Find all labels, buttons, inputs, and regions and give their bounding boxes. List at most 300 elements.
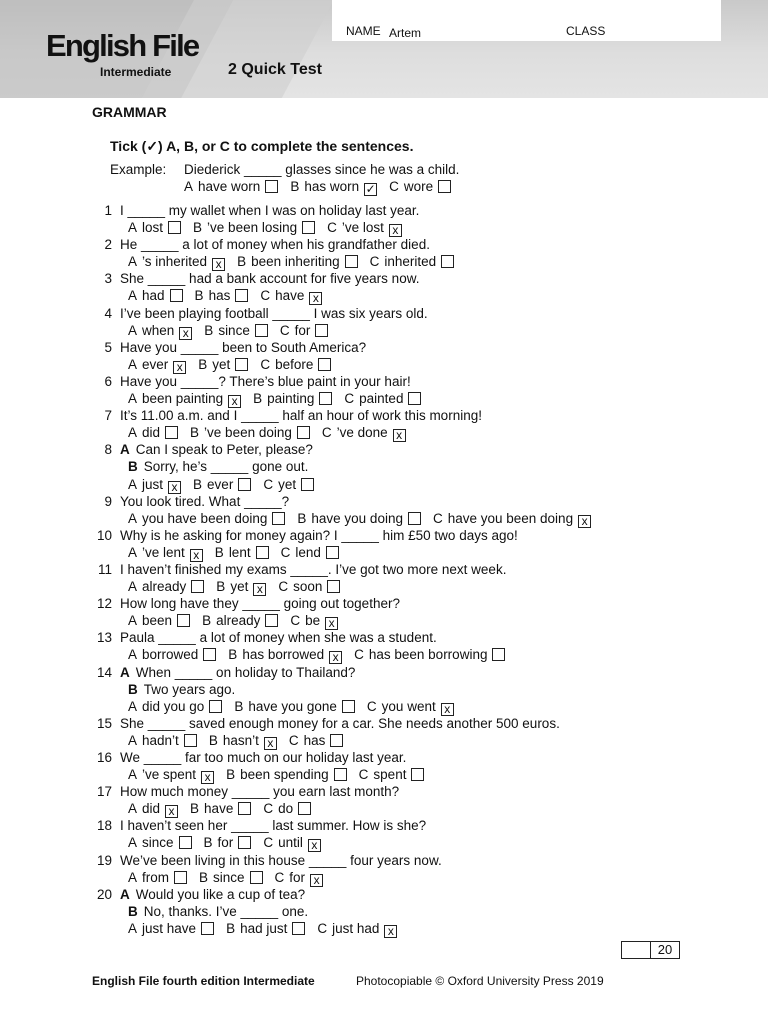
option-letter: B bbox=[190, 425, 200, 441]
option-text: ’ve lost bbox=[341, 220, 384, 236]
option-letter: C bbox=[288, 732, 299, 748]
answer-checkbox[interactable]: x bbox=[329, 651, 342, 664]
answer-checkbox[interactable]: x bbox=[384, 925, 397, 938]
answer-checkbox[interactable]: x bbox=[308, 839, 321, 852]
option-letter: B bbox=[198, 356, 208, 372]
option-text: just bbox=[142, 476, 164, 492]
answer-option bbox=[433, 511, 591, 526]
option-text: yet bbox=[212, 356, 231, 372]
answer-checkbox[interactable]: x bbox=[393, 429, 406, 442]
option-text: since bbox=[213, 869, 245, 885]
question-number: 17 bbox=[96, 784, 112, 800]
answer-checkbox[interactable] bbox=[168, 221, 181, 234]
answer-option bbox=[260, 288, 322, 306]
answer-option bbox=[290, 179, 377, 194]
option-letter: C bbox=[280, 544, 291, 560]
option-letter: A bbox=[128, 510, 138, 526]
option-text: been inheriting bbox=[251, 254, 340, 270]
option-text: ’ve spent bbox=[142, 767, 197, 783]
answer-options bbox=[92, 766, 603, 783]
answer-checkbox[interactable] bbox=[201, 922, 214, 935]
question-text: You look tired. What _____? bbox=[120, 493, 290, 509]
answer-option bbox=[193, 477, 251, 492]
option-text: have you gone bbox=[248, 698, 337, 714]
answer-option bbox=[184, 179, 278, 194]
question-line bbox=[92, 783, 603, 800]
example-label: Example: bbox=[110, 162, 167, 177]
answer-option bbox=[128, 647, 216, 662]
option-letter: B bbox=[237, 254, 247, 270]
option-letter: C bbox=[278, 579, 289, 595]
answer-option bbox=[216, 579, 266, 597]
answer-checkbox[interactable]: ✓ bbox=[365, 182, 376, 196]
answer-checkbox[interactable]: x bbox=[441, 703, 454, 716]
option-letter: A bbox=[128, 425, 138, 441]
option-text: just had bbox=[332, 920, 380, 936]
speaker-label: B bbox=[128, 459, 138, 475]
answer-option bbox=[344, 391, 421, 406]
answer-option bbox=[370, 254, 455, 269]
answer-options bbox=[92, 219, 603, 236]
option-text: before bbox=[275, 356, 314, 372]
option-letter: C bbox=[260, 356, 271, 372]
option-letter: C bbox=[263, 476, 274, 492]
question-number: 19 bbox=[96, 852, 112, 868]
answer-checkbox[interactable]: x bbox=[578, 515, 591, 528]
option-letter: C bbox=[263, 835, 274, 851]
option-text: when bbox=[142, 322, 175, 338]
answer-checkbox[interactable] bbox=[238, 836, 251, 849]
answer-option bbox=[234, 699, 355, 714]
option-letter: C bbox=[263, 801, 274, 817]
option-letter: A bbox=[128, 288, 138, 304]
question-line bbox=[92, 715, 603, 732]
question-item bbox=[92, 407, 603, 441]
question-line bbox=[92, 561, 603, 578]
question-line bbox=[92, 339, 603, 356]
answer-checkbox[interactable] bbox=[209, 700, 222, 713]
option-letter: A bbox=[128, 544, 138, 560]
test-title: 2 Quick Test bbox=[228, 61, 322, 78]
option-letter: C bbox=[358, 767, 369, 783]
option-text: for bbox=[217, 835, 234, 851]
question-line bbox=[92, 852, 603, 869]
answer-checkbox[interactable] bbox=[334, 768, 347, 781]
question-text: She _____ saved enough money for a car. She needs another 500 euros. bbox=[120, 715, 560, 731]
answer-checkbox[interactable] bbox=[250, 871, 263, 884]
answer-checkbox[interactable]: x bbox=[309, 292, 322, 305]
question-text: We’ve been living in this house _____ four years now. bbox=[120, 852, 442, 868]
answer-checkbox[interactable] bbox=[235, 289, 248, 302]
question-line bbox=[92, 595, 603, 612]
question-text: I haven’t seen her _____ last summer. How is she? bbox=[120, 818, 427, 834]
answer-option bbox=[128, 613, 190, 628]
option-text: from bbox=[142, 869, 170, 885]
option-text: hadn’t bbox=[142, 732, 179, 748]
answer-checkbox[interactable] bbox=[265, 180, 278, 193]
option-text: painted bbox=[359, 391, 404, 407]
answer-option bbox=[128, 545, 203, 560]
option-text: lend bbox=[295, 544, 321, 560]
question-line bbox=[92, 749, 603, 766]
answer-options bbox=[92, 578, 603, 595]
option-text: have bbox=[204, 801, 234, 817]
answer-option bbox=[195, 288, 249, 303]
answer-option bbox=[128, 323, 192, 338]
answer-checkbox[interactable] bbox=[238, 802, 251, 815]
answer-option bbox=[128, 477, 181, 492]
question-item bbox=[92, 629, 603, 663]
option-text: for bbox=[289, 869, 306, 885]
speaker-label: B bbox=[128, 681, 138, 697]
option-text: you went bbox=[381, 698, 436, 714]
answer-checkbox[interactable] bbox=[203, 648, 216, 661]
option-letter: A bbox=[128, 356, 138, 372]
score-field[interactable] bbox=[622, 942, 651, 958]
answer-checkbox[interactable] bbox=[438, 180, 451, 193]
option-text: did you go bbox=[142, 698, 205, 714]
answer-checkbox[interactable] bbox=[327, 580, 340, 593]
answer-options bbox=[92, 646, 603, 663]
class-label: CLASS bbox=[566, 24, 606, 38]
answer-checkbox[interactable] bbox=[165, 426, 178, 439]
option-letter: C bbox=[344, 391, 355, 407]
option-text: lost bbox=[142, 220, 164, 236]
answer-options bbox=[92, 287, 603, 304]
option-letter: B bbox=[228, 647, 238, 663]
option-letter: A bbox=[128, 476, 138, 492]
question-item bbox=[92, 561, 603, 595]
question-item bbox=[92, 373, 603, 407]
question-text: I’ve been playing football _____ I was six years old. bbox=[120, 305, 428, 321]
answer-options bbox=[92, 510, 603, 527]
question-line bbox=[92, 903, 603, 920]
answer-option bbox=[367, 699, 454, 714]
answer-option bbox=[321, 425, 406, 443]
answer-checkbox[interactable] bbox=[297, 426, 310, 439]
section-title: GRAMMAR bbox=[92, 104, 167, 120]
question-number: 16 bbox=[96, 750, 112, 765]
option-text: did bbox=[142, 425, 161, 441]
answer-checkbox[interactable] bbox=[184, 734, 197, 747]
answer-option bbox=[354, 647, 505, 662]
question-item bbox=[92, 441, 603, 492]
answer-checkbox[interactable] bbox=[256, 546, 269, 559]
question-line bbox=[92, 629, 603, 646]
question-text: Two years ago. bbox=[143, 681, 236, 697]
answer-checkbox[interactable] bbox=[342, 700, 355, 713]
answer-checkbox[interactable] bbox=[326, 546, 339, 559]
option-letter: C bbox=[321, 425, 332, 441]
answer-checkbox[interactable]: x bbox=[253, 583, 266, 596]
option-text: has bbox=[303, 732, 326, 748]
example-sentence: Diederick _____ glasses since he was a child. bbox=[184, 162, 460, 177]
answer-checkbox[interactable] bbox=[255, 324, 268, 337]
answer-option bbox=[359, 767, 425, 782]
answer-checkbox[interactable] bbox=[315, 324, 328, 337]
question-line bbox=[92, 664, 603, 681]
answer-option bbox=[281, 545, 339, 560]
question-line bbox=[92, 441, 603, 458]
answer-options bbox=[92, 732, 603, 749]
option-letter: A bbox=[128, 220, 138, 236]
option-letter: C bbox=[260, 288, 271, 304]
answer-option bbox=[128, 511, 285, 526]
option-text: you have been doing bbox=[142, 510, 268, 526]
answer-option bbox=[128, 357, 186, 372]
option-text: already bbox=[216, 613, 261, 629]
example-options bbox=[110, 178, 463, 195]
question-item bbox=[92, 493, 603, 527]
answer-checkbox[interactable]: x bbox=[389, 224, 402, 237]
footer-copyright: Photocopiable © Oxford University Press 2019 bbox=[356, 974, 604, 988]
brand-logo: English File bbox=[46, 28, 199, 63]
question-line bbox=[92, 886, 603, 903]
question-number: 5 bbox=[104, 339, 112, 355]
question-number: 20 bbox=[96, 886, 112, 902]
score-total: 20 bbox=[657, 942, 673, 957]
option-letter: B bbox=[216, 579, 226, 595]
answer-checkbox[interactable]: x bbox=[201, 771, 214, 784]
option-text: has worn bbox=[304, 179, 360, 194]
option-text: had bbox=[142, 288, 165, 304]
option-text: ’s inherited bbox=[142, 254, 208, 270]
option-letter: B bbox=[297, 510, 307, 526]
answer-option bbox=[128, 254, 225, 272]
question-item bbox=[92, 339, 603, 373]
answer-options bbox=[92, 356, 603, 373]
option-letter: C bbox=[389, 179, 399, 194]
option-text: painting bbox=[267, 391, 315, 407]
answer-checkbox[interactable] bbox=[492, 648, 505, 661]
question-number: 2 bbox=[104, 237, 112, 253]
option-text: inherited bbox=[384, 254, 437, 270]
answer-option bbox=[128, 579, 204, 594]
answer-options bbox=[92, 800, 603, 817]
answer-option bbox=[128, 835, 192, 850]
question-list bbox=[92, 202, 603, 937]
answer-checkbox[interactable]: x bbox=[212, 258, 225, 271]
answer-checkbox[interactable] bbox=[345, 255, 358, 268]
option-letter: C bbox=[432, 510, 443, 526]
answer-checkbox[interactable] bbox=[302, 221, 315, 234]
option-letter: B bbox=[226, 767, 236, 783]
question-line bbox=[92, 458, 603, 475]
question-text: Sorry, he’s _____ gone out. bbox=[143, 459, 309, 475]
answer-checkbox[interactable] bbox=[177, 614, 190, 627]
question-text: No, thanks. I’ve _____ one. bbox=[143, 903, 309, 919]
answer-options bbox=[92, 544, 603, 561]
score-box bbox=[621, 941, 680, 959]
option-letter: B bbox=[290, 179, 300, 194]
answer-checkbox[interactable] bbox=[408, 512, 421, 525]
answer-checkbox[interactable] bbox=[441, 255, 454, 268]
question-number: 12 bbox=[96, 596, 112, 612]
answer-options bbox=[92, 253, 603, 270]
question-number: 4 bbox=[104, 305, 112, 321]
answer-checkbox[interactable]: x bbox=[325, 617, 338, 630]
answer-checkbox[interactable] bbox=[272, 512, 285, 525]
question-number: 10 bbox=[96, 527, 112, 543]
option-text: for bbox=[294, 322, 311, 338]
answer-checkbox[interactable]: x bbox=[165, 805, 178, 818]
option-letter: C bbox=[290, 613, 301, 629]
question-text: Paula _____ a lot of money when she was a student. bbox=[120, 630, 437, 646]
answer-checkbox[interactable] bbox=[411, 768, 424, 781]
option-letter: B bbox=[214, 544, 224, 560]
option-letter: B bbox=[208, 732, 218, 748]
answer-checkbox[interactable]: x bbox=[173, 361, 186, 374]
option-letter: C bbox=[317, 920, 328, 936]
question-item bbox=[92, 783, 603, 817]
answer-checkbox[interactable]: x bbox=[264, 737, 277, 750]
answer-option bbox=[128, 733, 197, 748]
answer-option bbox=[327, 220, 402, 238]
option-text: did bbox=[142, 801, 161, 817]
question-item bbox=[92, 527, 603, 561]
option-text: yet bbox=[230, 579, 249, 595]
option-text: do bbox=[278, 801, 294, 817]
answer-checkbox[interactable] bbox=[174, 871, 187, 884]
option-letter: B bbox=[226, 920, 236, 936]
answer-option bbox=[128, 870, 187, 885]
question-text: He _____ a lot of money when his grandfather died. bbox=[120, 237, 430, 253]
option-text: ’ve been doing bbox=[204, 425, 292, 441]
answer-option bbox=[202, 613, 278, 628]
option-text: been bbox=[142, 613, 173, 629]
answer-option bbox=[204, 323, 268, 338]
question-text: It’s 11.00 a.m. and I _____ half an hour of work this morning! bbox=[120, 408, 482, 424]
answer-options bbox=[92, 698, 603, 715]
option-text: since bbox=[142, 835, 174, 851]
option-letter: A bbox=[128, 732, 138, 748]
answer-checkbox[interactable]: x bbox=[168, 481, 181, 494]
answer-option bbox=[128, 699, 222, 714]
question-line bbox=[92, 817, 603, 834]
answer-option bbox=[204, 835, 252, 850]
answer-option bbox=[389, 179, 451, 194]
option-letter: B bbox=[203, 835, 213, 851]
option-letter: B bbox=[190, 801, 200, 817]
option-text: already bbox=[142, 579, 187, 595]
question-text: When _____ on holiday to Thailand? bbox=[135, 664, 356, 680]
answer-option bbox=[260, 357, 331, 372]
answer-checkbox[interactable]: x bbox=[190, 549, 203, 562]
option-letter: A bbox=[128, 613, 138, 629]
answer-option bbox=[209, 733, 277, 748]
answer-checkbox[interactable]: x bbox=[179, 327, 192, 340]
question-number: 7 bbox=[104, 408, 112, 424]
question-item bbox=[92, 852, 603, 886]
question-number: 6 bbox=[104, 373, 112, 389]
question-text: Have you _____ been to South America? bbox=[120, 339, 367, 355]
option-text: have worn bbox=[198, 179, 261, 194]
option-text: lent bbox=[228, 544, 251, 560]
question-number: 15 bbox=[96, 715, 112, 731]
question-item bbox=[92, 664, 603, 715]
answer-checkbox[interactable]: x bbox=[310, 874, 323, 887]
answer-option bbox=[193, 220, 315, 235]
option-letter: B bbox=[253, 391, 263, 407]
option-letter: A bbox=[128, 767, 138, 783]
option-text: yet bbox=[278, 476, 297, 492]
answer-checkbox[interactable] bbox=[318, 358, 331, 371]
answer-options bbox=[92, 476, 603, 493]
name-field[interactable]: Artem bbox=[389, 26, 422, 40]
name-label: NAME bbox=[346, 24, 381, 38]
option-text: has been borrowing bbox=[368, 647, 488, 663]
option-text: ever bbox=[142, 356, 169, 372]
answer-option bbox=[128, 921, 214, 936]
answer-option bbox=[278, 579, 340, 594]
option-text: just have bbox=[142, 920, 197, 936]
option-letter: B bbox=[193, 476, 203, 492]
question-number: 1 bbox=[104, 203, 112, 218]
answer-options bbox=[92, 834, 603, 851]
answer-checkbox[interactable]: x bbox=[228, 395, 241, 408]
answer-option bbox=[128, 391, 241, 409]
question-line bbox=[92, 527, 603, 544]
question-line bbox=[92, 373, 603, 390]
question-number: 13 bbox=[96, 630, 112, 646]
question-item bbox=[92, 236, 603, 270]
answer-checkbox[interactable] bbox=[265, 614, 278, 627]
option-letter: B bbox=[199, 869, 209, 885]
question-item bbox=[92, 817, 603, 851]
option-letter: B bbox=[234, 698, 244, 714]
answer-checkbox[interactable] bbox=[191, 580, 204, 593]
answer-checkbox[interactable] bbox=[170, 289, 183, 302]
instruction: Tick (✓) A, B, or C to complete the sentences. bbox=[110, 138, 414, 154]
question-item bbox=[92, 202, 603, 236]
answer-options bbox=[92, 390, 603, 407]
header-band bbox=[0, 0, 768, 98]
answer-checkbox[interactable] bbox=[330, 734, 343, 747]
question-item bbox=[92, 715, 603, 749]
question-number: 14 bbox=[96, 664, 112, 680]
answer-checkbox[interactable] bbox=[292, 922, 305, 935]
option-letter: A bbox=[128, 579, 138, 595]
answer-option bbox=[226, 921, 305, 936]
answer-checkbox[interactable] bbox=[298, 802, 311, 815]
answer-option bbox=[290, 613, 338, 631]
question-number: 18 bbox=[96, 818, 112, 834]
option-letter: A bbox=[128, 254, 138, 270]
answer-option bbox=[226, 767, 347, 782]
option-letter: C bbox=[274, 869, 285, 885]
option-letter: B bbox=[193, 220, 203, 236]
option-letter: A bbox=[184, 179, 194, 194]
answer-checkbox[interactable] bbox=[235, 358, 248, 371]
answer-checkbox[interactable] bbox=[179, 836, 192, 849]
option-text: been spending bbox=[240, 767, 329, 783]
question-item bbox=[92, 270, 603, 304]
answer-checkbox[interactable] bbox=[238, 478, 251, 491]
answer-option bbox=[297, 511, 421, 526]
answer-options bbox=[92, 612, 603, 629]
answer-checkbox[interactable] bbox=[319, 392, 332, 405]
speaker-label: A bbox=[120, 664, 130, 680]
answer-checkbox[interactable] bbox=[408, 392, 421, 405]
option-letter: A bbox=[128, 869, 138, 885]
question-number: 11 bbox=[97, 561, 112, 577]
answer-options bbox=[92, 920, 603, 937]
footer-edition: English File fourth edition Intermediate bbox=[92, 974, 315, 988]
option-text: been painting bbox=[142, 391, 224, 407]
speaker-label: A bbox=[120, 886, 130, 902]
answer-checkbox[interactable] bbox=[301, 478, 314, 491]
option-letter: C bbox=[354, 647, 364, 663]
